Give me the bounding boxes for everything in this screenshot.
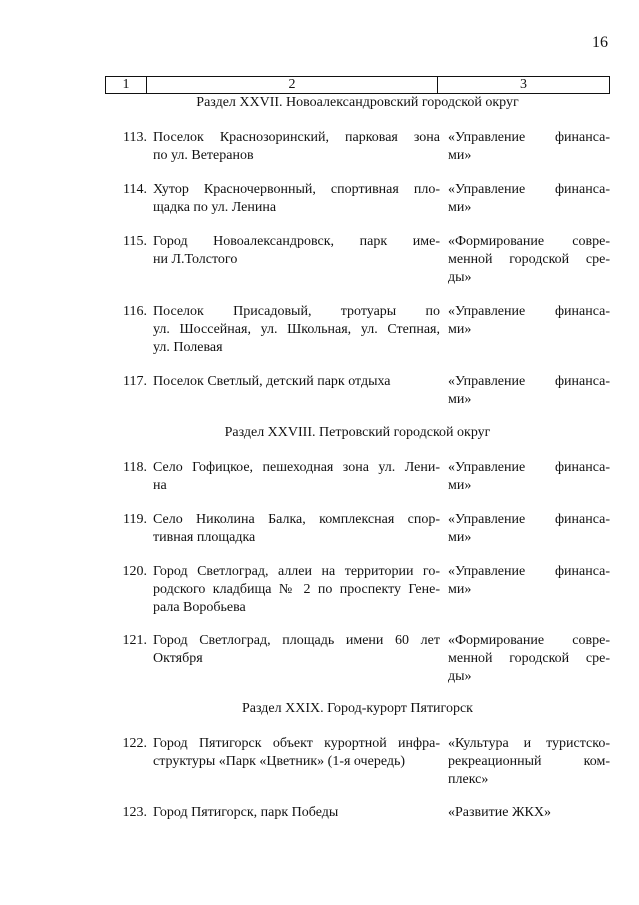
program-line: ми» [448,392,472,407]
table-header-row [105,76,610,94]
program-cell [448,804,610,822]
location-line: Город Светлоград, аллеи на территории го- [153,564,440,579]
location-line: Город Пятигорск, парк Победы [153,805,339,820]
row-number: 113. [123,130,147,145]
program-line: «Управление финанса- [448,182,610,197]
program-line: «Управление финанса- [448,460,610,475]
column-number-1: 1 [106,77,147,93]
location-line: Поселок Светлый, детский парк отдыха [153,374,391,389]
location-cell [153,129,440,165]
program-cell [448,735,610,789]
location-cell [153,563,440,617]
location-cell [153,459,440,495]
location-line: Город Светлоград, площадь имени 60 лет [153,633,440,648]
program-line: «Управление финанса- [448,512,610,527]
program-line: ми» [448,148,472,163]
location-cell [153,804,440,822]
column-number-3: 3 [520,77,527,92]
location-line: ул. Шоссейная, ул. Школьная, ул. Степная, [153,322,440,337]
program-line: «Управление финанса- [448,304,610,319]
program-line: ми» [448,478,472,493]
location-line: на [153,478,167,493]
section-heading: Раздел XXVII. Новоалександровский городской округ [196,95,519,110]
location-line: Поселок Краснозоринский, парковая зона [153,130,440,145]
program-line: «Формирование совре- [448,633,610,648]
program-cell [448,563,610,599]
location-line: Октября [153,651,203,666]
row-number: 123. [122,805,147,820]
program-line: менной городской сре- [448,651,610,666]
location-line: Село Николина Балка, комплексная спор- [153,512,440,527]
row-number: 121. [122,633,147,648]
program-line: ды» [448,669,472,684]
section-heading: Раздел XXVIII. Петровский городской округ [224,425,491,440]
location-cell [153,181,440,217]
program-line: «Формирование совре- [448,234,610,249]
program-line: «Управление финанса- [448,374,610,389]
program-line: «Развитие ЖКХ» [448,805,551,820]
location-line: рала Воробьева [153,600,246,615]
row-number: 122. [122,736,147,751]
program-line: ми» [448,530,472,545]
program-line: ды» [448,270,472,285]
program-cell [448,373,610,409]
program-cell [448,511,610,547]
program-line: рекреационный ком- [448,754,610,769]
location-line: структуры «Парк «Цветник» (1-я очередь) [153,754,406,769]
location-line: ул. Полевая [153,340,223,355]
program-line: менной городской сре- [448,252,610,267]
row-number: 119. [123,512,147,527]
location-cell [153,511,440,547]
location-line: ни Л.Толстого [153,252,238,267]
program-line: «Культура и туристско- [448,736,610,751]
program-line: «Управление финанса- [448,564,610,579]
program-line: ми» [448,200,472,215]
row-number: 117. [123,374,147,389]
location-line: Село Гофицкое, пешеходная зона ул. Лени- [153,460,440,475]
program-line: плекс» [448,772,489,787]
row-number: 116. [123,304,147,319]
location-line: щадка по ул. Ленина [153,200,277,215]
program-cell [448,632,610,686]
row-number: 115. [123,234,147,249]
location-cell [153,303,440,357]
page-number: 16 [592,34,608,51]
row-number: 114. [123,182,147,197]
location-cell [153,632,440,668]
section-heading: Раздел XXIX. Город-курорт Пятигорск [242,701,473,716]
program-cell [448,181,610,217]
program-line: «Управление финанса- [448,130,610,145]
row-number: 120. [122,564,147,579]
program-line: ми» [448,322,472,337]
program-cell [448,233,610,287]
location-line: тивная площадка [153,530,256,545]
location-cell [153,373,440,391]
location-cell [153,233,440,269]
program-cell [448,129,610,165]
location-line: по ул. Ветеранов [153,148,254,163]
program-cell [448,459,610,495]
location-line: Хутор Красночервонный, спортивная пло- [153,182,440,197]
program-line: ми» [448,582,472,597]
location-line: Город Пятигорск объект курортной инфра- [153,736,440,751]
location-line: родского кладбища № 2 по проспекту Гене- [153,582,440,597]
row-number: 118. [123,460,147,475]
location-line: Город Новоалександровск, парк име- [153,234,440,249]
column-number-2: 2 [147,77,438,93]
location-cell [153,735,440,771]
location-line: Поселок Присадовый, тротуары по [153,304,440,319]
program-cell [448,303,610,339]
